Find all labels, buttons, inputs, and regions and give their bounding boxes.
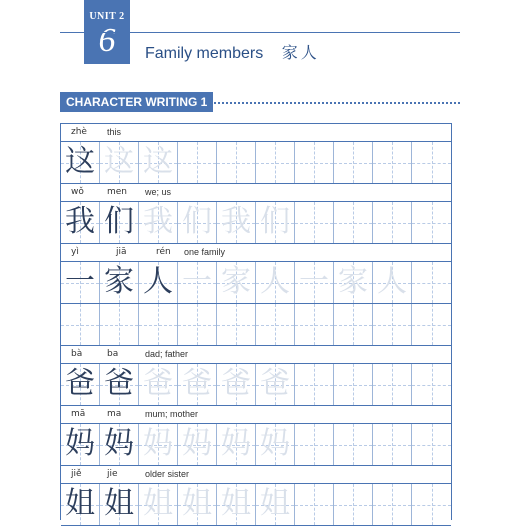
model-character: 爸 xyxy=(65,366,95,401)
character-row xyxy=(61,142,451,184)
trace-character: 妈 xyxy=(143,426,173,461)
pinyin-row xyxy=(61,466,451,484)
model-character: 爸 xyxy=(104,366,134,401)
trace-character: 姐 xyxy=(182,486,212,521)
practice-cell[interactable] xyxy=(412,424,451,465)
practice-cell[interactable] xyxy=(295,142,334,183)
practice-cell[interactable] xyxy=(100,304,139,345)
model-character: 们 xyxy=(104,204,134,239)
trace-character: 人 xyxy=(377,264,407,299)
practice-cell[interactable] xyxy=(295,262,334,303)
practice-cell[interactable] xyxy=(373,202,412,243)
practice-cell[interactable] xyxy=(412,304,451,345)
practice-cell[interactable] xyxy=(178,142,217,183)
english-gloss: one family xyxy=(184,247,226,257)
practice-cell[interactable] xyxy=(256,202,295,243)
pinyin-text: mā xyxy=(71,409,86,419)
practice-cell[interactable] xyxy=(334,202,373,243)
section-banner: CHARACTER WRITING 1 xyxy=(60,92,213,112)
model-character: 家 xyxy=(104,264,134,299)
practice-cell[interactable] xyxy=(217,142,256,183)
english-gloss: we; us xyxy=(145,187,172,197)
trace-character: 们 xyxy=(260,204,290,239)
pinyin-row xyxy=(61,244,451,262)
practice-cell[interactable] xyxy=(100,262,139,303)
practice-cell[interactable] xyxy=(334,484,373,525)
pinyin-text: ma xyxy=(107,409,122,419)
model-character: 一 xyxy=(65,264,95,299)
pinyin-row xyxy=(61,406,451,424)
pinyin-text: jiě xyxy=(71,469,82,479)
pinyin-text: zhè xyxy=(71,127,87,137)
practice-cell[interactable] xyxy=(412,262,451,303)
practice-cell[interactable] xyxy=(295,202,334,243)
practice-cell[interactable] xyxy=(139,262,178,303)
practice-cell[interactable] xyxy=(334,424,373,465)
english-gloss: older sister xyxy=(145,469,190,479)
practice-cell[interactable] xyxy=(217,262,256,303)
trace-character: 妈 xyxy=(182,426,212,461)
unit-number: 6 xyxy=(98,22,116,59)
practice-cell[interactable] xyxy=(256,364,295,405)
practice-cell[interactable] xyxy=(139,202,178,243)
pinyin-text: jiā xyxy=(116,247,127,257)
practice-cell[interactable] xyxy=(61,484,100,525)
title-english: Family members xyxy=(145,45,264,62)
trace-character: 我 xyxy=(143,204,173,239)
practice-cell[interactable] xyxy=(295,304,334,345)
practice-cell[interactable] xyxy=(100,202,139,243)
practice-cell[interactable] xyxy=(217,304,256,345)
practice-cell[interactable] xyxy=(256,304,295,345)
trace-character: 姐 xyxy=(221,486,251,521)
character-row xyxy=(61,364,451,406)
trace-character: 爸 xyxy=(260,366,290,401)
practice-cell[interactable] xyxy=(373,484,412,525)
model-character: 姐 xyxy=(104,486,134,521)
practice-cell[interactable] xyxy=(412,142,451,183)
practice-cell[interactable] xyxy=(256,424,295,465)
practice-cell[interactable] xyxy=(373,424,412,465)
pinyin-text: yì xyxy=(71,247,79,257)
title-chinese: 家人 xyxy=(281,43,320,62)
trace-character: 这 xyxy=(143,144,173,179)
practice-cell[interactable] xyxy=(412,484,451,525)
trace-character: 家 xyxy=(221,264,251,299)
pinyin-row xyxy=(61,346,451,364)
practice-cell[interactable] xyxy=(139,364,178,405)
practice-cell[interactable] xyxy=(61,262,100,303)
model-character: 妈 xyxy=(104,426,134,461)
practice-cell[interactable] xyxy=(373,142,412,183)
practice-cell[interactable] xyxy=(217,202,256,243)
character-row xyxy=(61,262,451,304)
page-title xyxy=(145,40,320,63)
model-character: 妈 xyxy=(65,426,95,461)
pinyin-row xyxy=(61,184,451,202)
trace-character: 一 xyxy=(299,264,329,299)
trace-character: 一 xyxy=(182,264,212,299)
practice-cell[interactable] xyxy=(334,304,373,345)
practice-cell[interactable] xyxy=(139,142,178,183)
trace-character: 姐 xyxy=(260,486,290,521)
pinyin-text: wǒ xyxy=(71,187,84,197)
practice-cell[interactable] xyxy=(256,142,295,183)
trace-character: 爸 xyxy=(221,366,251,401)
practice-cell[interactable] xyxy=(295,484,334,525)
practice-cell[interactable] xyxy=(412,202,451,243)
practice-cell[interactable] xyxy=(295,424,334,465)
practice-cell[interactable] xyxy=(217,484,256,525)
trace-character: 爸 xyxy=(182,366,212,401)
practice-cell[interactable] xyxy=(178,202,217,243)
practice-cell[interactable] xyxy=(61,424,100,465)
model-character: 这 xyxy=(65,144,95,179)
practice-cell[interactable] xyxy=(373,262,412,303)
writing-grid xyxy=(60,123,452,520)
practice-cell[interactable] xyxy=(178,424,217,465)
unit-label: UNIT 2 xyxy=(89,11,125,22)
pinyin-text: men xyxy=(107,187,128,197)
practice-cell[interactable] xyxy=(61,202,100,243)
practice-cell[interactable] xyxy=(100,484,139,525)
header-rule xyxy=(60,32,460,33)
practice-cell[interactable] xyxy=(61,304,100,345)
practice-cell[interactable] xyxy=(334,262,373,303)
trace-character: 我 xyxy=(221,204,251,239)
model-character: 姐 xyxy=(65,486,95,521)
practice-cell[interactable] xyxy=(178,484,217,525)
practice-cell[interactable] xyxy=(334,364,373,405)
blank-practice-row xyxy=(61,304,451,346)
trace-character: 这 xyxy=(104,144,134,179)
practice-cell[interactable] xyxy=(412,364,451,405)
practice-cell[interactable] xyxy=(139,304,178,345)
practice-cell[interactable] xyxy=(217,364,256,405)
english-gloss: dad; father xyxy=(145,349,189,359)
english-gloss: mum; mother xyxy=(145,409,199,419)
practice-cell[interactable] xyxy=(334,142,373,183)
pinyin-text: rén xyxy=(156,247,171,257)
practice-cell[interactable] xyxy=(61,364,100,405)
practice-cell[interactable] xyxy=(256,484,295,525)
practice-cell[interactable] xyxy=(178,262,217,303)
practice-cell[interactable] xyxy=(373,364,412,405)
pinyin-text: jie xyxy=(107,469,118,479)
character-row xyxy=(61,202,451,244)
model-character: 人 xyxy=(143,264,173,299)
pinyin-text: bà xyxy=(71,349,83,359)
trace-character: 们 xyxy=(182,204,212,239)
pinyin-text: ba xyxy=(107,349,119,359)
trace-character: 妈 xyxy=(221,426,251,461)
practice-cell[interactable] xyxy=(100,142,139,183)
trace-character: 爸 xyxy=(143,366,173,401)
practice-cell[interactable] xyxy=(61,142,100,183)
pinyin-row xyxy=(61,124,451,142)
character-row xyxy=(61,424,451,466)
practice-cell[interactable] xyxy=(178,364,217,405)
practice-cell[interactable] xyxy=(217,424,256,465)
trace-character: 家 xyxy=(338,264,368,299)
practice-cell[interactable] xyxy=(178,304,217,345)
banner-dotted-rule xyxy=(205,102,460,104)
english-gloss: this xyxy=(107,127,122,137)
practice-cell[interactable] xyxy=(139,424,178,465)
trace-character: 姐 xyxy=(143,486,173,521)
practice-cell[interactable] xyxy=(256,262,295,303)
practice-cell[interactable] xyxy=(100,364,139,405)
practice-cell[interactable] xyxy=(295,364,334,405)
trace-character: 人 xyxy=(260,264,290,299)
practice-cell[interactable] xyxy=(373,304,412,345)
practice-cell[interactable] xyxy=(139,484,178,525)
practice-cell[interactable] xyxy=(100,424,139,465)
trace-character: 妈 xyxy=(260,426,290,461)
model-character: 我 xyxy=(65,204,95,239)
